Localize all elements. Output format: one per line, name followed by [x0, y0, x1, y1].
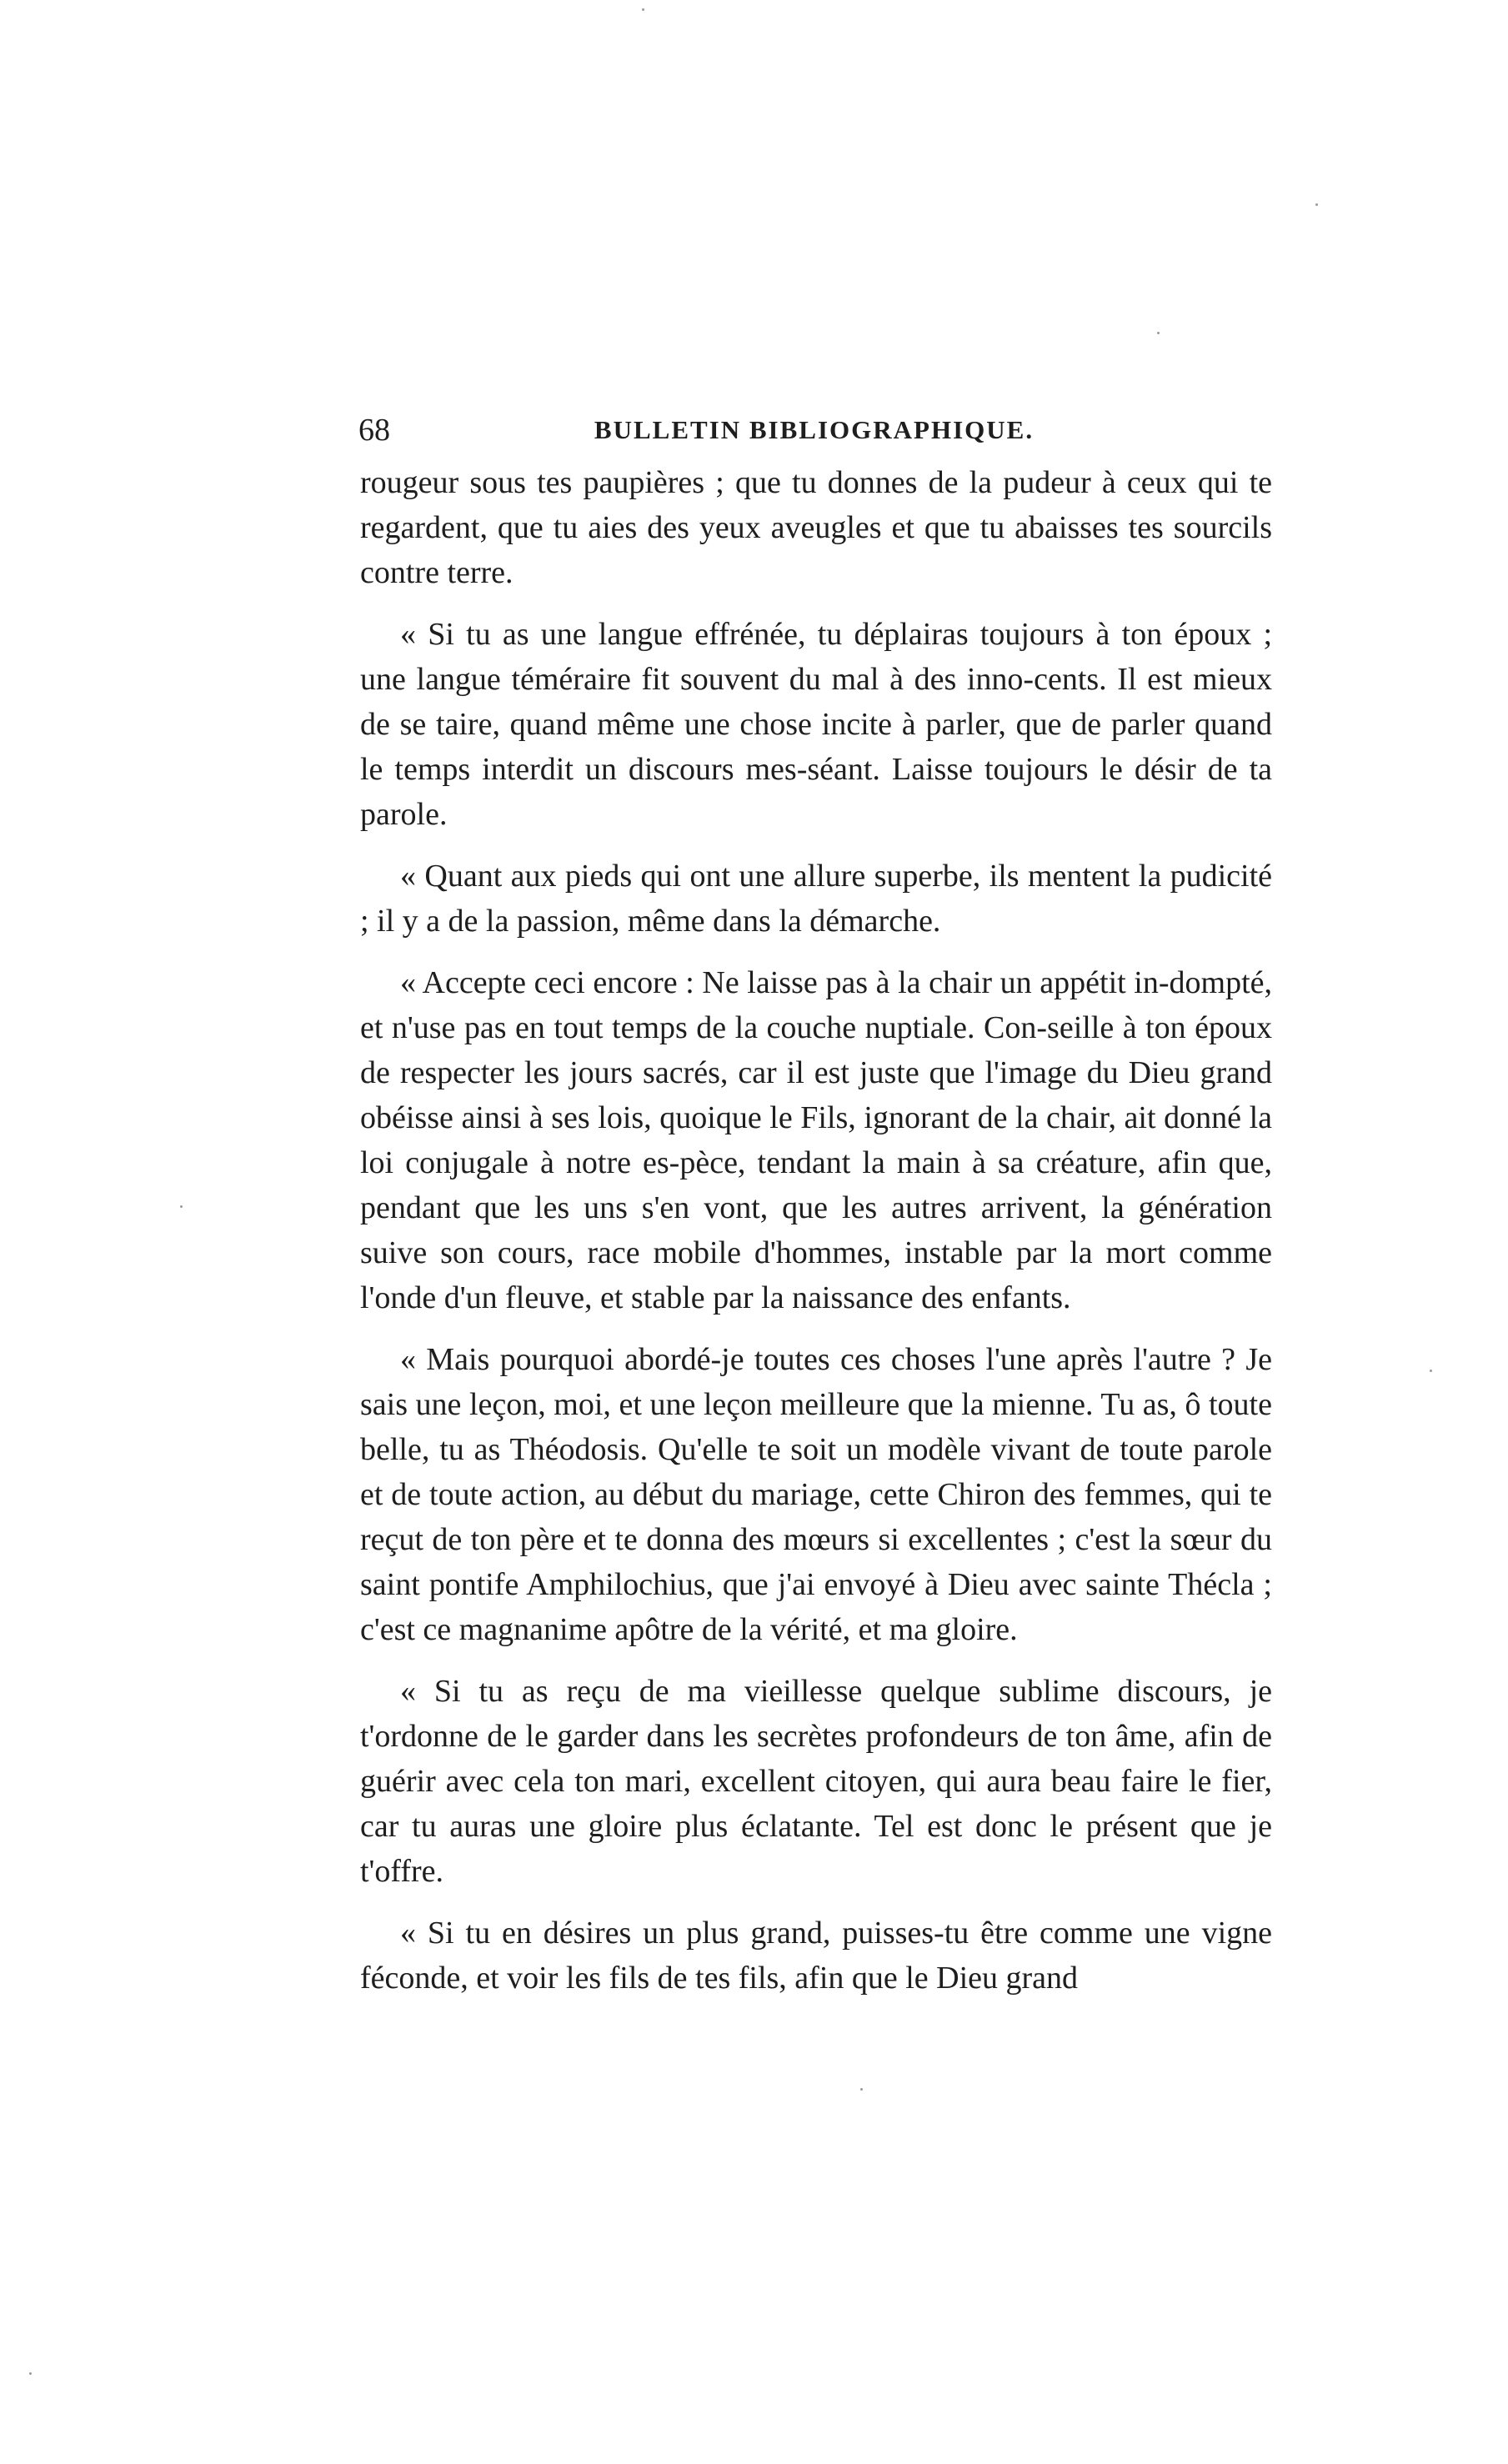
paragraph: « Mais pourquoi abordé-je toutes ces choses l'une après l'autre ? Je sais une leçon, moi, et une leçon meilleure que la mienne. Tu as, ô toute belle, tu as Théodosis. Qu'elle te soit un modèle vivant de toute parole et de toute action, au début du mariage, cette Chiron des femmes, qui te reçut de ton père et te donna des mœurs si excellentes ; c'est la sœur du saint pontife Amphilochius, que j'ai envoyé à Dieu avec sainte Thécla ; c'est ce magnanime apôtre de la vérité, et ma gloire. [360, 1342, 1272, 1647]
page-number: 68 [358, 413, 390, 448]
paragraph: « Accepte ceci encore : Ne laisse pas à la chair un appétit in-dompté, et n'use pas en tout temps de la couche nuptiale. Con-seille à ton époux de respecter les jours sacrés, car il est juste que l'image du Dieu grand obéisse ainsi à ses lois, quoique le Fils, ignorant de la chair, ait donné la loi conjugale à notre es-pèce, tendant la main à sa créature, afin que, pendant que les uns s'en vont, que les autres arrivent, la génération suive son cours, race mobile d'hommes, instable par la mort comme l'onde d'un fleuve, et stable par la naissance des enfants. [360, 965, 1272, 1315]
scan-speck [1315, 203, 1318, 206]
scan-speck [1157, 332, 1160, 334]
scan-speck [29, 2372, 32, 2375]
page-header [358, 407, 1270, 453]
running-title: BULLETIN BIBLIOGRAPHIQUE. [594, 415, 1035, 444]
paragraph-continuation: rougeur sous tes paupières ; que tu donnes de la pudeur à ceux qui te regardent, que tu aies des yeux aveugles et que tu abaisses tes sourcils contre terre. [360, 465, 1272, 590]
paragraph: « Si tu en désires un plus grand, puisses-tu être comme une vigne féconde, et voir les fils de tes fils, afin que le Dieu grand [360, 1916, 1272, 1996]
paragraph: « Quant aux pieds qui ont une allure superbe, ils mentent la pudicité ; il y a de la passion, même dans la démarche. [360, 859, 1272, 939]
paragraph: « Si tu as une langue effrénée, tu déplairas toujours à ton époux ; une langue téméraire fit souvent du mal à des inno-cents. Il est mieux de se taire, quand même une chose incite à parler, que de parler quand le temps interdit un discours mes-séant. Laisse toujours le désir de ta parole. [360, 617, 1272, 832]
body-text [360, 460, 1272, 2017]
paragraph: « Si tu as reçu de ma vieillesse quelque sublime discours, je t'ordonne de le garder dans les secrètes profondeurs de ton âme, afin de guérir avec cela ton mari, excellent citoyen, qui aura beau faire le fier, car tu auras une gloire plus éclatante. Tel est donc le présent que je t'offre. [360, 1674, 1272, 1889]
scan-speck [642, 8, 644, 11]
scan-speck [1430, 1370, 1432, 1372]
scan-speck [180, 1205, 183, 1208]
scan-speck [860, 2088, 863, 2091]
